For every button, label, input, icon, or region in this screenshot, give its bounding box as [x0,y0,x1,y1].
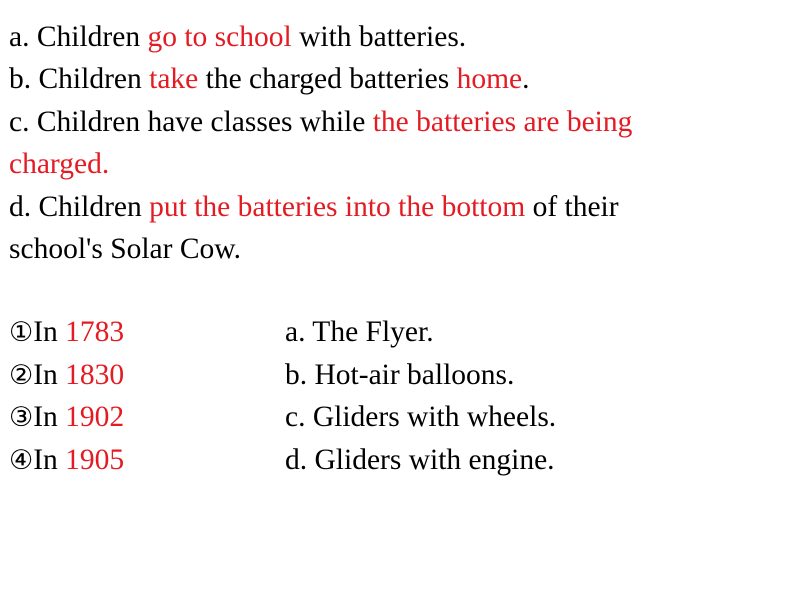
sentence-d-part-3: school's Solar Cow. [9,232,242,265]
sentence-c-part-1: c. Children have classes while [9,105,373,138]
matching-year-item-2 [9,354,124,397]
sentence-d-part-2: of their [525,190,619,223]
matching-year-1: 1783 [65,316,125,348]
matching-year-3: 1902 [65,401,125,433]
sentence-c-line-1 [9,101,784,143]
sentence-list [9,16,784,270]
sentence-b-part-1: b. Children [9,63,150,96]
circled-number-1: ① [9,317,34,348]
sentence-a-part-1: a. Children [9,21,148,53]
sentence-a-highlight-1: go to school [147,21,292,53]
circled-number-4: ④ [9,445,34,476]
sentence-c-highlight-1: the batteries are being [372,105,633,138]
circled-number-2: ② [9,360,34,391]
sentence-a-part-2: with batteries. [291,21,467,53]
sentence-b-highlight-1: take [149,63,199,96]
matching-year-item-4 [9,439,124,482]
sentence-b-part-3: . [522,63,530,96]
matching-prefix-3: In [33,401,66,433]
sentence-d-line-1 [9,186,784,228]
matching-year-item-3 [9,396,124,439]
sentence-b-highlight-2: home [456,63,523,96]
matching-answer-2: b. Hot-air balloons. [285,359,515,391]
matching-answer-4: d. Gliders with engine. [285,444,555,476]
sentence-d-highlight-1: put the batteries into the bottom [149,190,526,223]
matching-prefix-2: In [33,359,66,391]
sentence-c-line-2 [9,143,784,185]
matching-answer-1: a. The Flyer. [285,316,434,348]
matching-prefix-4: In [33,444,66,476]
matching-year-2: 1830 [65,359,125,391]
sentence-a [9,16,784,58]
sentence-d-line-2 [9,228,784,270]
matching-prefix-1: In [33,316,66,348]
sentence-b [9,58,784,100]
sentence-c-highlight-2: charged. [9,148,110,181]
circled-number-3: ③ [9,402,34,433]
matching-year-4: 1905 [65,444,125,476]
matching-answer-3: c. Gliders with wheels. [285,401,557,433]
sentence-d-part-1: d. Children [9,190,150,223]
matching-year-item-1 [9,311,124,354]
sentence-b-part-2: the charged batteries [198,63,457,96]
